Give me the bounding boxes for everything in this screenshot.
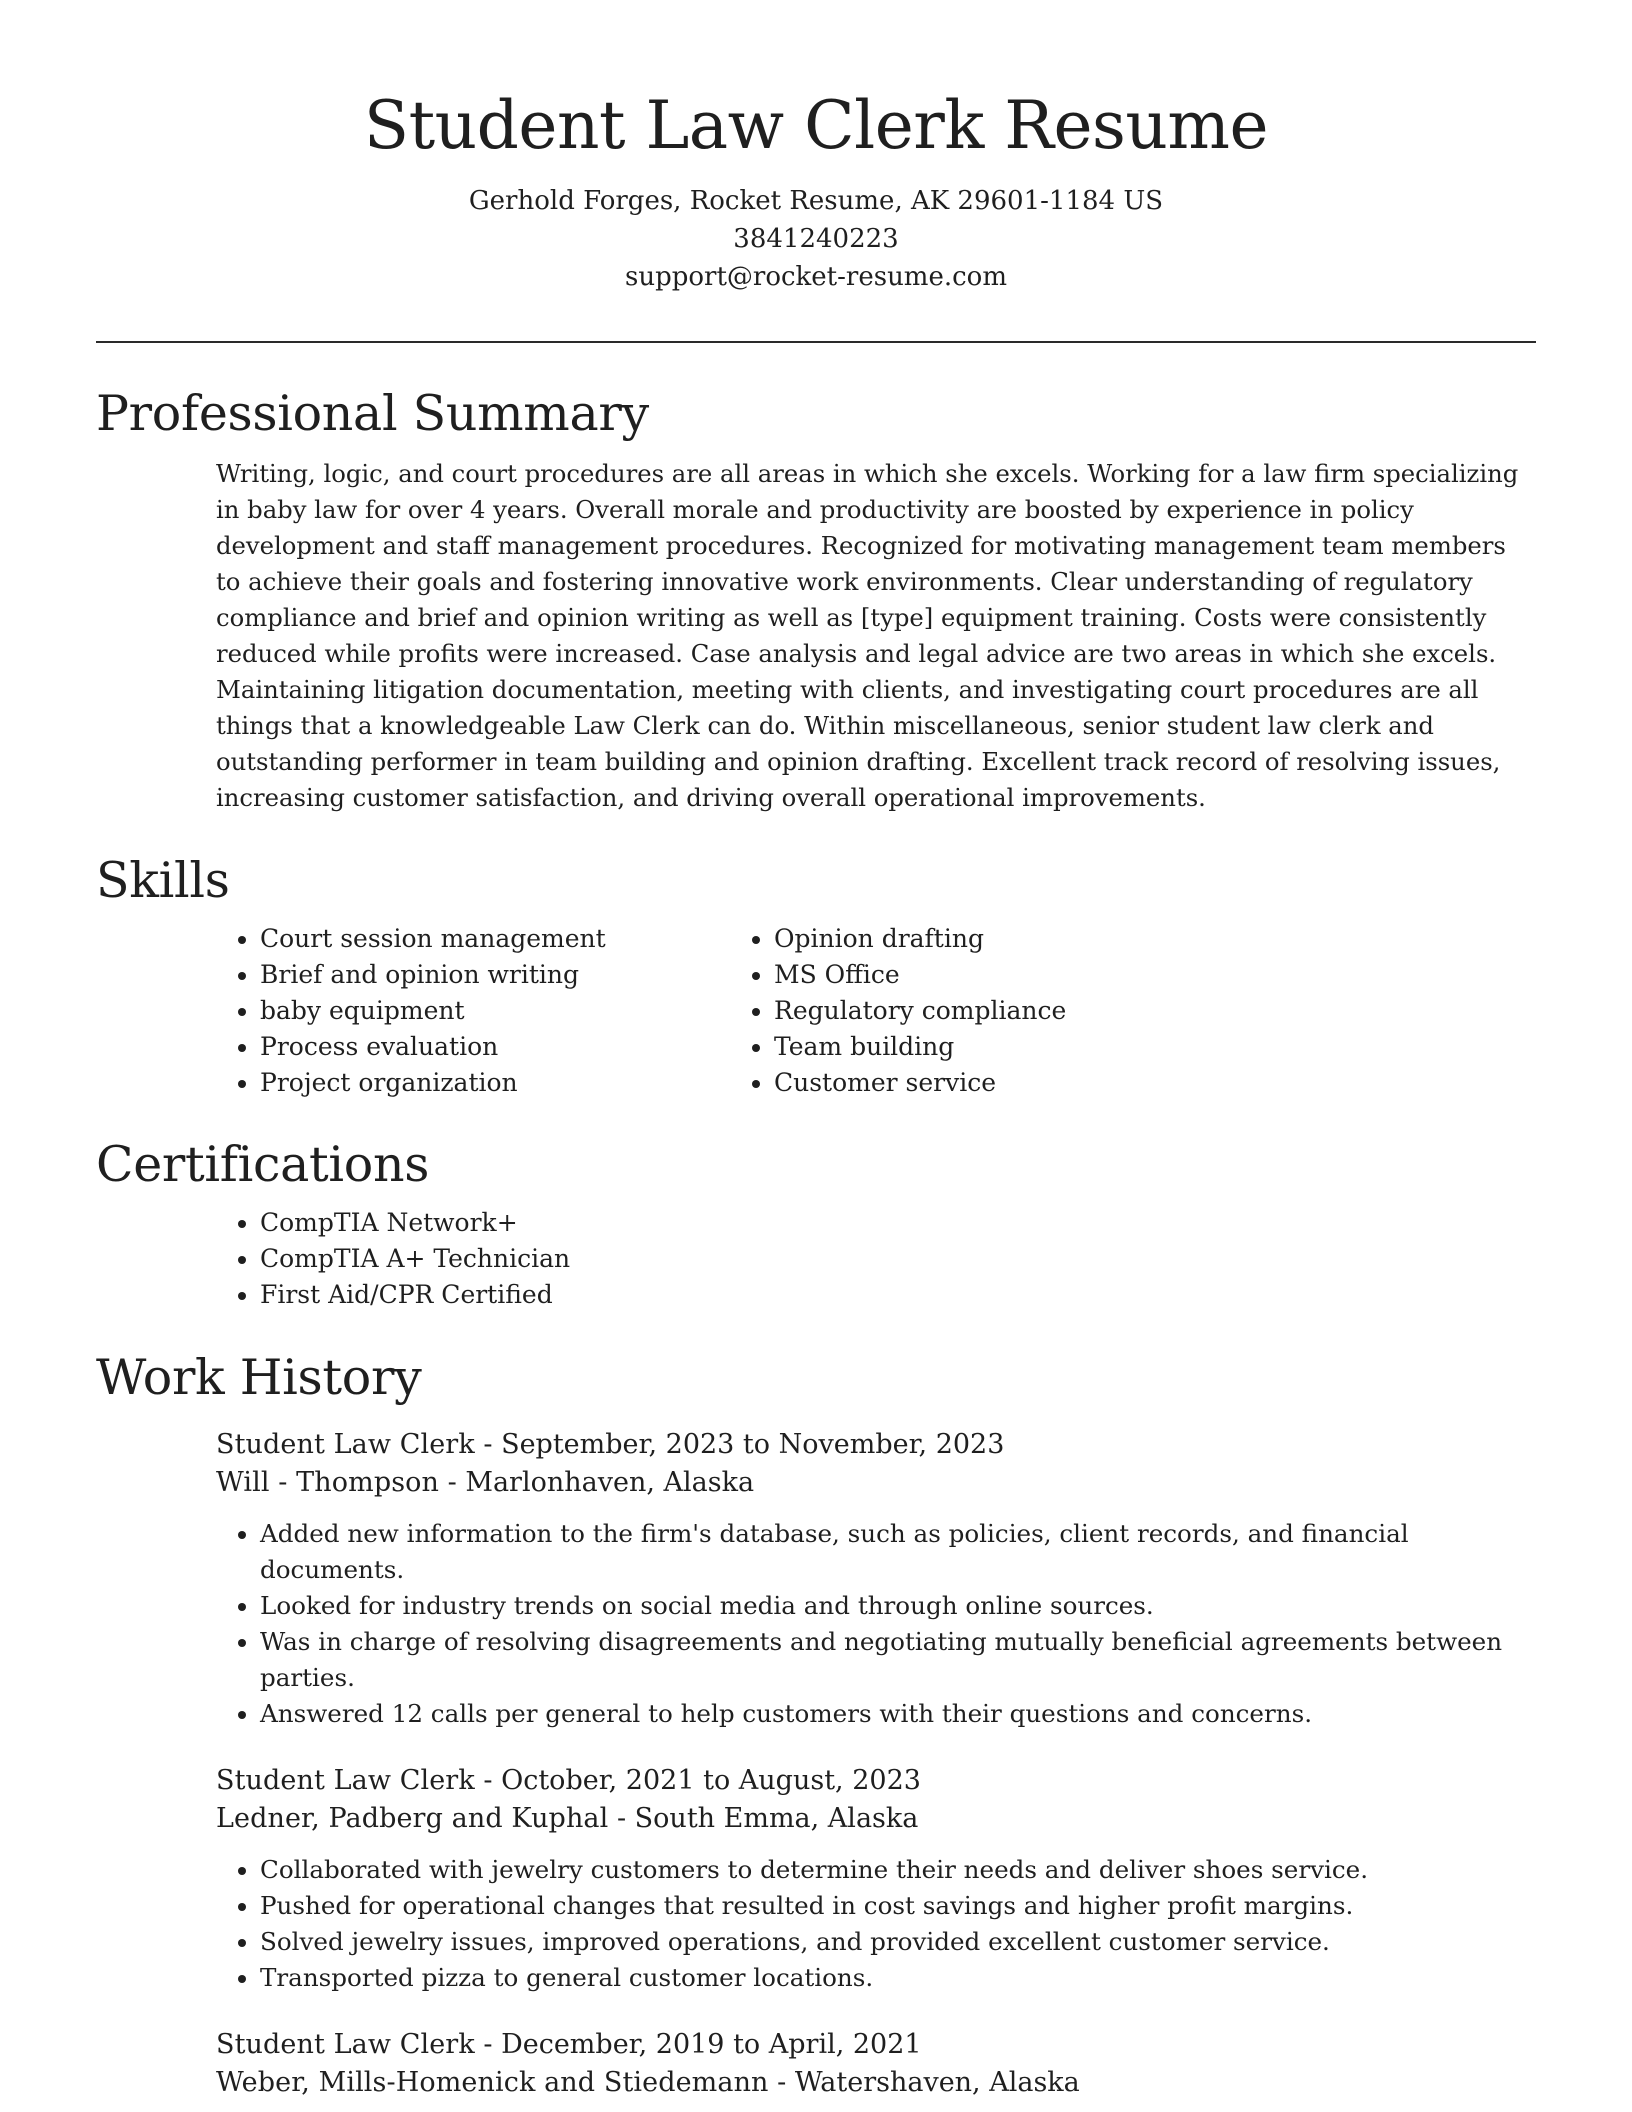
skill-item: • Process evaluation [260,1029,746,1065]
job-bullet: • Added new information to the firm's database, such as policies, client records, and financial documents. [260,1516,1536,1588]
header-divider [96,341,1536,343]
job-company: Will - Thompson [216,1467,440,1498]
certifications-section [96,1133,1536,1313]
job-bullets [216,1516,1536,1732]
skills-list-left [96,921,746,1101]
separator: - [768,2067,795,2098]
job-bullet: • Was in charge of resolving disagreements and negotiating mutually beneficial agreements between parties. [260,1624,1536,1696]
contact-email: support@rocket-resume.com [624,262,1007,292]
contact-block [96,182,1536,296]
job-dates: September, 2023 to November, 2023 [501,1429,1005,1460]
job-company: Ledner, Padberg and Kuphal [216,1803,609,1834]
separator: - [474,1765,502,1796]
separator: - [439,1467,466,1498]
job-title-line [216,1762,1536,1800]
document-title: Student Law Clerk Resume [363,87,1269,164]
skill-item: • Regulatory compliance [774,993,1536,1029]
job-company-line [216,2064,1536,2102]
summary-text: Writing, logic, and court procedures are all areas in which she excels. Working for a law firm specializing in baby law for over 4 years. Overall morale and productivity are boosted by experience in policy development and staff management procedures. Recognized for motivating management team members to achieve their goals and fostering innovative work environments. Clear understanding of regulatory compliance and brief and opinion writing as well as [type] equipment training. Costs were consistently reduced while profits were increased. Case analysis and legal advice are two areas in which she excels. Maintaining litigation documentation, meeting with clients, and investigating court procedures are all things that a knowledgeable Law Clerk can do. Within miscellaneous, senior student law clerk and outstanding performer in team building and opinion drafting. Excellent track record of resolving issues, increasing customer satisfaction, and driving overall operational improvements. [216,459,1519,812]
job-location: Watershaven, Alaska [794,2067,1080,2098]
skill-item: • Project organization [260,1065,746,1101]
certification-item: • CompTIA Network+ [260,1205,1536,1241]
job-location: South Emma, Alaska [634,1803,919,1834]
job-title-line [216,2026,1536,2064]
job-bullet: • Answered 12 calls per general to help customers with their questions and concerns. [260,1696,1536,1732]
skills-columns [96,921,1536,1101]
resume-header [96,82,1536,296]
skills-heading: Skills [96,852,230,909]
skills-list-right [746,921,1536,1101]
job-company-line [216,1464,1536,1502]
job-entry [216,1762,1536,1996]
job-bullet: • Looked for industry trends on social media and through online sources. [260,1588,1536,1624]
summary-heading: Professional Summary [96,385,649,442]
job-bullet: • Collaborated with jewelry customers to determine their needs and deliver shoes service. [260,1852,1536,1888]
job-company: Weber, Mills-Homenick and Stiedemann [216,2067,769,2098]
job-location: Marlonhaven, Alaska [465,1467,755,1498]
certification-item: • CompTIA A+ Technician [260,1241,1536,1277]
job-dates: October, 2021 to August, 2023 [501,1765,921,1796]
job-title: Student Law Clerk [216,1429,475,1460]
work-history-heading: Work History [96,1349,422,1406]
job-entry [216,1426,1536,1732]
separator: - [474,1429,502,1460]
job-company-line [216,1800,1536,1838]
certifications-list [96,1205,1536,1313]
skill-item: • MS Office [774,957,1536,993]
separator: - [608,1803,635,1834]
skill-item: • Customer service [774,1065,1536,1101]
skill-item: • Opinion drafting [774,921,1536,957]
certification-item: • First Aid/CPR Certified [260,1277,1536,1313]
job-title-line [216,1426,1536,1464]
job-bullet: • Solved jewelry issues, improved operations, and provided excellent customer service. [260,1924,1536,1960]
certifications-heading: Certifications [96,1136,430,1193]
job-entry [216,2026,1536,2102]
job-bullet: • Pushed for operational changes that resulted in cost savings and higher profit margins. [260,1888,1536,1924]
skill-item: • baby equipment [260,993,746,1029]
job-bullets [216,1852,1536,1996]
job-dates: December, 2019 to April, 2021 [501,2029,922,2060]
work-history-section [96,1346,1536,2102]
job-title: Student Law Clerk [216,2029,475,2060]
skill-item: • Brief and opinion writing [260,957,746,993]
separator: - [474,2029,502,2060]
skill-item: • Court session management [260,921,746,957]
summary-section [96,382,1536,816]
contact-phone: 3841240223 [733,224,899,254]
contact-address: Gerhold Forges, Rocket Resume, AK 29601-1184 US [468,186,1164,216]
skills-section [96,849,1536,1101]
job-title: Student Law Clerk [216,1765,475,1796]
job-bullet: • Transported pizza to general customer locations. [260,1960,1536,1996]
skill-item: • Team building [774,1029,1536,1065]
